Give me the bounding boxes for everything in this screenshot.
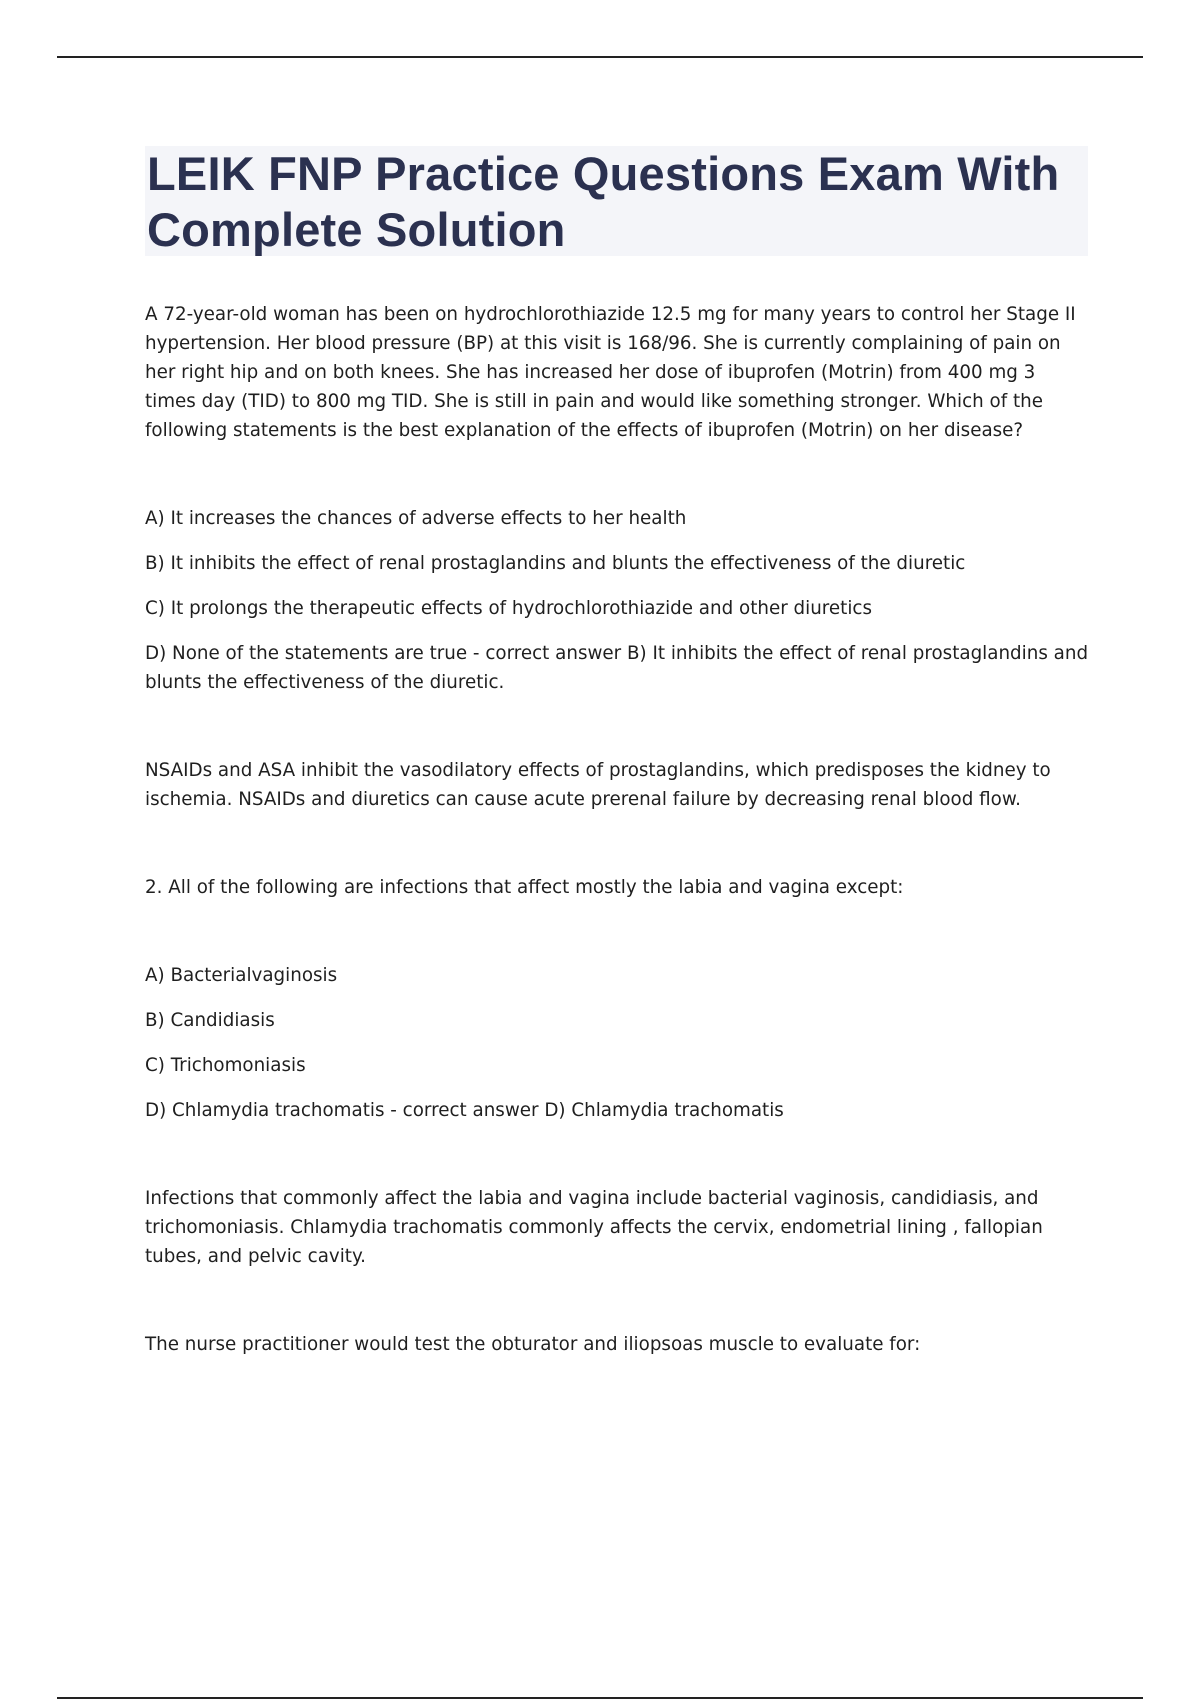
question-2-option-d: D) Chlamydia trachomatis - correct answer D) Chlamydia trachomatis: [145, 1100, 784, 1121]
question-1-stem: A 72-year-old woman has been on hydrochlorothiazide 12.5 mg for many years to control her Stage II hypertension. Her blood pressure (BP) at this visit is 168/96. She is currently complaining of pain on her right hip and on both knees. She has increased her dose of ibuprofen (Motrin) from 400 mg 3 times day (TID) to 800 mg TID. She is still in pain and would like something stronger. Which of the following statements is the best explanation of the effects of ibuprofen (Motrin) on her disease?: [145, 304, 1076, 441]
question-2-option-a: A) Bacterialvaginosis: [145, 965, 338, 986]
question-1-rationale: NSAIDs and ASA inhibit the vasodilatory effects of prostaglandins, which predisposes the kidney to ischemia. NSAIDs and diuretics can cause acute prerenal failure by decreasing renal blood flow.: [145, 760, 1051, 810]
question-2-option-c: C) Trichomoniasis: [145, 1055, 306, 1076]
question-2-stem: 2. All of the following are infections that affect mostly the labia and vagina except:: [145, 877, 904, 898]
document-body: [145, 300, 1090, 1359]
question-2-option-b: B) Candidiasis: [145, 1010, 275, 1031]
question-1-option-c: C) It prolongs the therapeutic effects of hydrochlorothiazide and other diuretics: [145, 598, 872, 619]
question-3-stem: The nurse practitioner would test the obturator and iliopsoas muscle to evaluate for:: [145, 1334, 921, 1355]
page-title: LEIK FNP Practice Questions Exam With Complete Solution: [147, 147, 1060, 256]
question-1-option-b: B) It inhibits the effect of renal prostaglandins and blunts the effectiveness of the diuretic: [145, 553, 966, 574]
question-1-option-d: D) None of the statements are true - correct answer B) It inhibits the effect of renal prostaglandins and blunts the effectiveness of the diuretic.: [145, 643, 1089, 693]
question-2-rationale: Infections that commonly affect the labia and vagina include bacterial vaginosis, candidiasis, and trichomoniasis. Chlamydia trachomatis commonly affects the cervix, endometrial lining , fallopian tubes, and pelvic cavity.: [145, 1188, 1043, 1267]
title-banner: [145, 146, 1088, 256]
bottom-rule: [57, 1697, 1143, 1699]
question-1-option-a: A) It increases the chances of adverse effects to her health: [145, 508, 687, 529]
top-rule: [57, 56, 1143, 58]
